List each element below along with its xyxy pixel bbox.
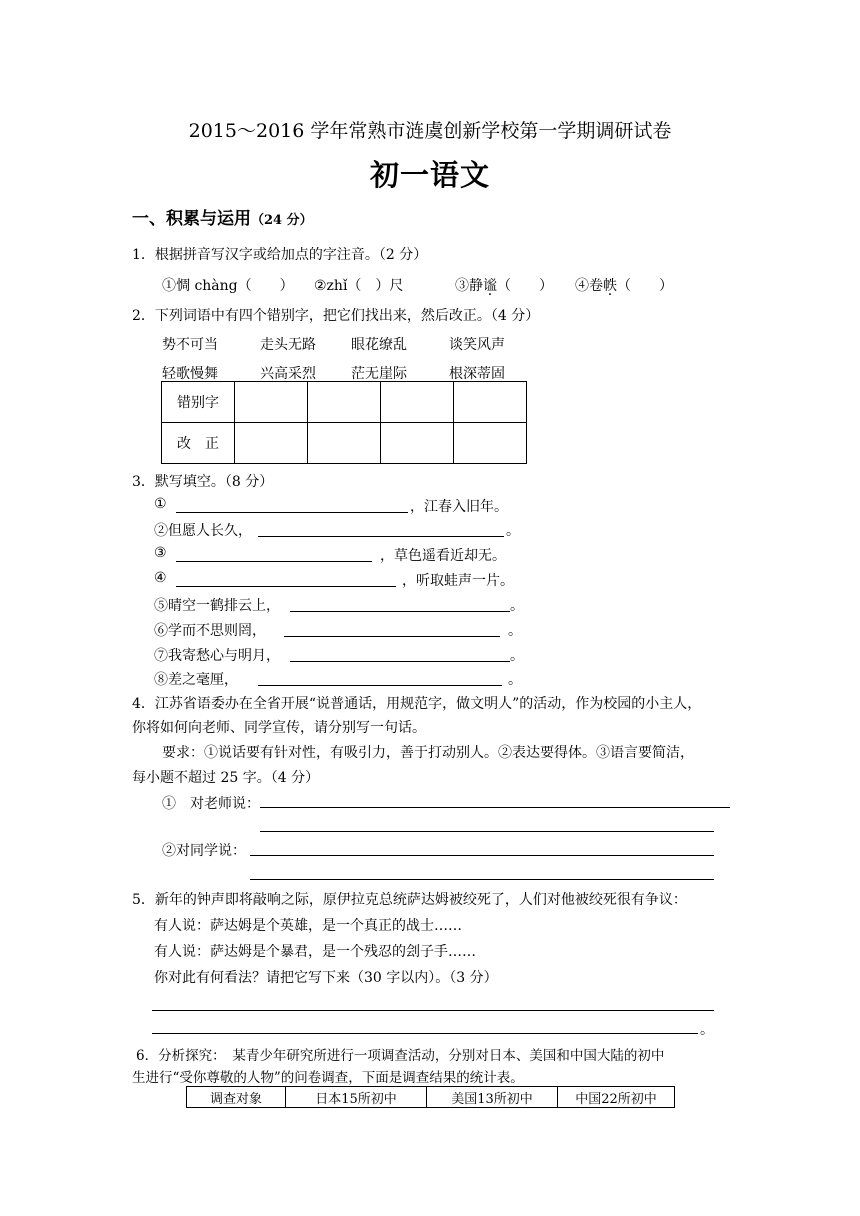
dotted-char: 帙 bbox=[603, 278, 617, 294]
q3-item-1-pre: ① bbox=[154, 496, 167, 512]
q5-opinion-1: 有人说：萨达姆是个英雄，是一个真正的战士…… bbox=[154, 918, 462, 934]
answer-cell[interactable] bbox=[235, 423, 308, 464]
answer-cell[interactable] bbox=[381, 423, 454, 464]
table-header: 美国13所初中 bbox=[427, 1087, 558, 1108]
q5-end-mark: 。 bbox=[700, 1022, 714, 1038]
exam-title: 2015～2016 学年常熟市涟虞创新学校第一学期调研试卷 bbox=[188, 120, 672, 142]
q4-line-2: 你将如何向老师、同学宣传，请分别写一句话。 bbox=[132, 720, 426, 736]
q6-line-1: 6．分析探究： 某青少年研究所进行一项调查活动，分别对日本、美国和中国大陆的初中 bbox=[136, 1048, 665, 1064]
q4-classmate-label: ②对同学说： bbox=[162, 843, 246, 859]
q3-item-7-pre: ⑦我寄愁心与明月， bbox=[154, 648, 280, 664]
q3-item-2-pre: ②但愿人长久， bbox=[154, 523, 252, 539]
q5-stem: 5．新年的钟声即将敲响之际，原伊拉克总统萨达姆被绞死了，人们对他被绞死很有争议： bbox=[132, 892, 687, 908]
q2-word: 眼花缭乱 bbox=[351, 337, 407, 353]
q3-item-5-post: 。 bbox=[510, 598, 524, 614]
answer-line[interactable] bbox=[260, 831, 714, 832]
table-label: 改 正 bbox=[162, 423, 235, 464]
section-title: 一、积累与运用 bbox=[132, 209, 251, 229]
fill-line[interactable] bbox=[290, 661, 510, 662]
q3-item-3-post: ，草色遥看近却无。 bbox=[380, 548, 506, 564]
q3-item-1-post: ，江春入旧年。 bbox=[410, 499, 508, 515]
answer-line[interactable] bbox=[152, 1010, 714, 1011]
q4-requirement-1: 要求：①说话要有针对性，有吸引力，善于打动别人。②表达要得体。③语言要简洁， bbox=[162, 745, 694, 761]
q2-answer-table bbox=[161, 381, 527, 464]
q1-stem: 1．根据拼音写汉字或给加点的字注音。（2 分） bbox=[132, 247, 428, 263]
fill-line[interactable] bbox=[176, 512, 408, 513]
q2-word: 茫无崖际 bbox=[351, 366, 407, 382]
q3-item-7-post: 。 bbox=[510, 648, 524, 664]
q3-item-4-pre: ④ bbox=[154, 570, 167, 586]
fill-line[interactable] bbox=[258, 536, 504, 537]
answer-cell[interactable] bbox=[235, 382, 308, 423]
q3-item-8-post: 。 bbox=[508, 672, 522, 688]
q2-word: 势不可当 bbox=[162, 337, 218, 353]
answer-line[interactable] bbox=[152, 1033, 698, 1034]
q4-teacher-label: ① 对老师说： bbox=[162, 796, 260, 812]
section-score: （24 分） bbox=[251, 213, 313, 228]
q3-item-3-pre: ③ bbox=[154, 545, 167, 561]
q6-line-2: 生进行“受你尊敬的人物”的问卷调查，下面是调查结果的统计表。 bbox=[132, 1070, 524, 1086]
q3-item-4-post: ，听取蛙声一片。 bbox=[402, 573, 514, 589]
survey-table bbox=[186, 1086, 675, 1108]
q1-item-4: ④卷帙（ ） bbox=[575, 278, 673, 294]
answer-line[interactable] bbox=[260, 807, 730, 808]
fill-line[interactable] bbox=[176, 561, 372, 562]
answer-cell[interactable] bbox=[381, 382, 454, 423]
q2-word: 兴高采烈 bbox=[260, 366, 316, 382]
answer-cell[interactable] bbox=[454, 382, 527, 423]
q3-item-5-pre: ⑤晴空一鹤排云上， bbox=[154, 598, 280, 614]
q3-item-6-post: 。 bbox=[508, 623, 522, 639]
fill-line[interactable] bbox=[290, 611, 510, 612]
q4-requirement-2: 每小题不超过 25 字。（4 分） bbox=[132, 770, 320, 786]
answer-cell[interactable] bbox=[308, 423, 381, 464]
q5-question: 你对此有何看法？请把它写下来（30 字以内）。（3 分） bbox=[154, 970, 498, 986]
answer-line[interactable] bbox=[250, 855, 714, 856]
table-header: 日本15所初中 bbox=[286, 1087, 427, 1108]
q2-word: 根深蒂固 bbox=[449, 366, 505, 382]
table-label: 错别字 bbox=[162, 382, 235, 423]
q3-item-2-post: 。 bbox=[506, 523, 520, 539]
answer-cell[interactable] bbox=[454, 423, 527, 464]
q1-item-1: ①惆 chàng（ ） bbox=[162, 278, 294, 294]
q2-word: 谈笑风声 bbox=[449, 337, 505, 353]
q2-stem: 2．下列词语中有四个错别字，把它们找出来，然后改正。（4 分） bbox=[132, 308, 540, 324]
q2-word: 轻歌慢舞 bbox=[162, 366, 218, 382]
q2-word: 走头无路 bbox=[260, 337, 316, 353]
table-header: 中国22所初中 bbox=[558, 1087, 675, 1108]
answer-cell[interactable] bbox=[308, 382, 381, 423]
q3-item-8-pre: ⑧差之毫厘， bbox=[154, 672, 238, 688]
fill-line[interactable] bbox=[284, 636, 500, 637]
q5-opinion-2: 有人说：萨达姆是个暴君，是一个残忍的刽子手…… bbox=[154, 944, 476, 960]
section-heading bbox=[132, 204, 313, 229]
answer-line[interactable] bbox=[250, 879, 714, 880]
q3-item-6-pre: ⑥学而不思则罔， bbox=[154, 623, 266, 639]
exam-subject: 初一语文 bbox=[369, 158, 490, 192]
fill-line[interactable] bbox=[176, 586, 396, 587]
dotted-char: 谧 bbox=[483, 278, 497, 294]
table-header: 调查对象 bbox=[187, 1087, 286, 1108]
q1-item-2: ②zhǐ（ ）尺 bbox=[314, 278, 404, 294]
q1-item-3: ③静谧（ ） bbox=[455, 278, 553, 294]
q4-line-1: 4．江苏省语委办在全省开展“说普通话，用规范字，做文明人”的活动，作为校园的小主人， bbox=[132, 696, 702, 712]
q3-stem: 3．默写填空。（8 分） bbox=[132, 474, 274, 490]
fill-line[interactable] bbox=[258, 685, 502, 686]
